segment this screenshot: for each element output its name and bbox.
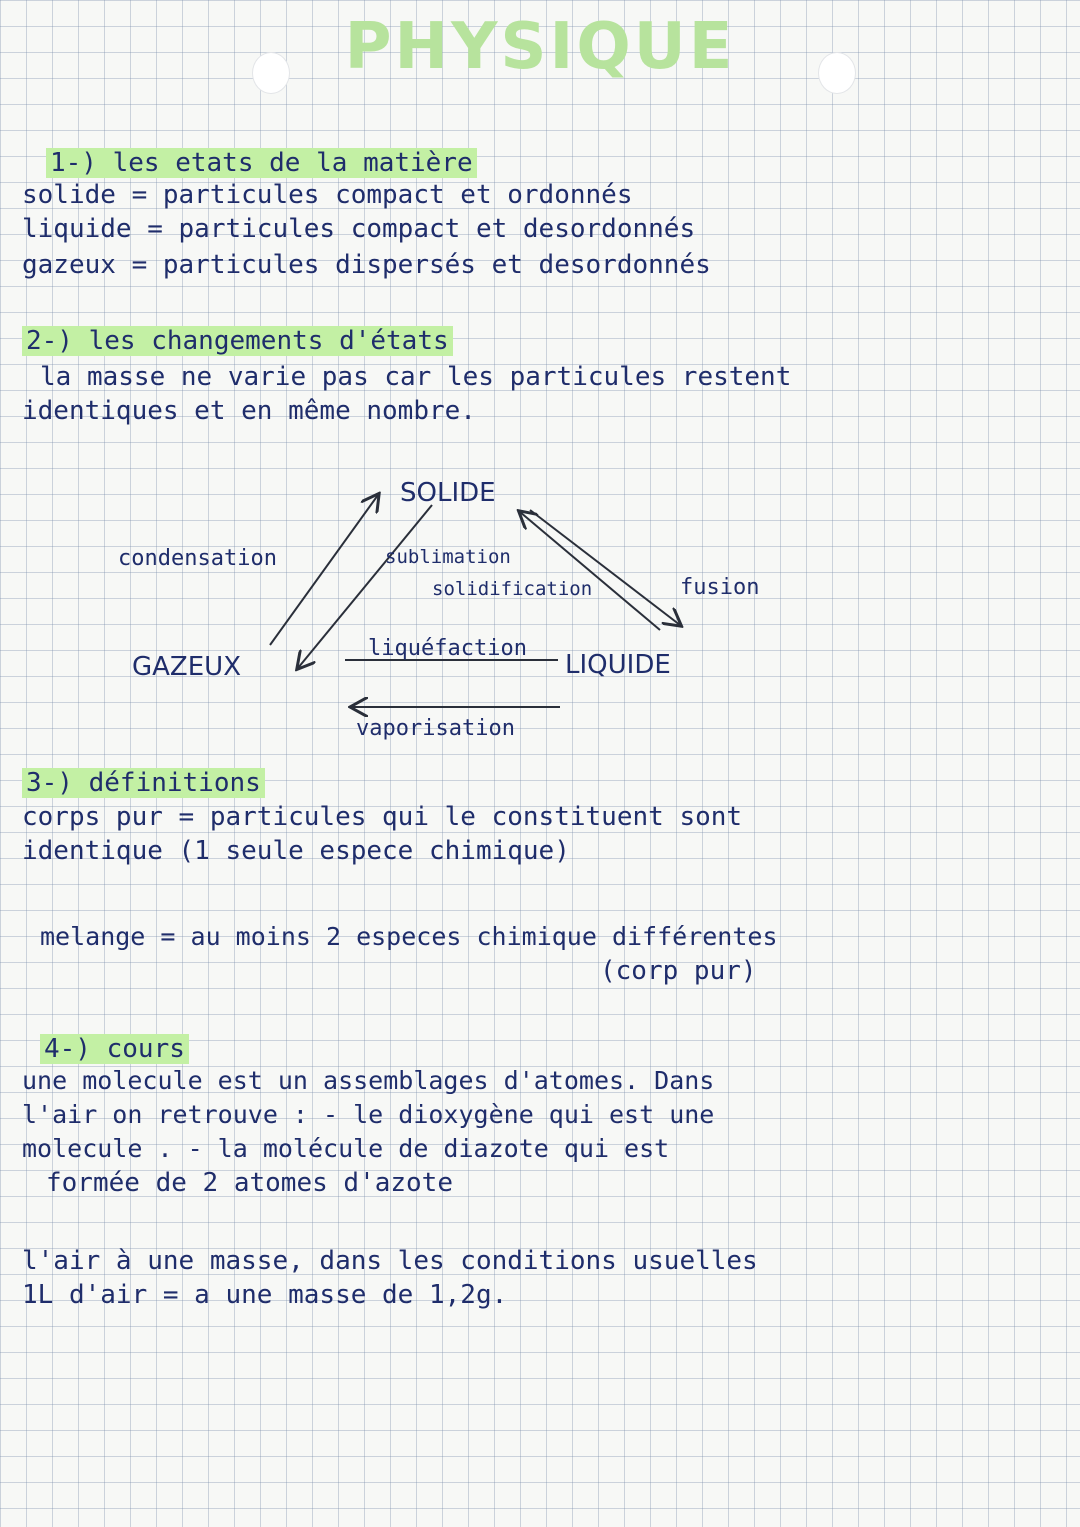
section2-line-1: la masse ne varie pas car les particules restent — [40, 362, 792, 392]
section4-line-5: l'air à une masse, dans les conditions usuelles — [22, 1246, 758, 1276]
section3-line-1: corps pur = particules qui le constituent sont — [22, 802, 743, 832]
diagram-sublimation: sublimation — [385, 546, 511, 568]
arrow-condensation — [270, 495, 378, 645]
page-title: PHYSIQUE — [344, 10, 736, 84]
section4-line-2: l'air on retrouve : - le dioxygène qui est une — [22, 1100, 715, 1129]
section1-heading: 1-) les etats de la matière — [46, 148, 477, 178]
section1-line-2: liquide = particules compact et desordonnés — [22, 214, 696, 244]
section4-line-4: formée de 2 atomes d'azote — [46, 1168, 453, 1198]
section3-line-2: identique (1 seule espece chimique) — [22, 836, 570, 866]
section1-line-3: gazeux = particules dispersés et desordonnés — [22, 250, 711, 280]
diagram-fusion: fusion — [680, 575, 760, 600]
section3-melange-note: (corp pur) — [600, 956, 757, 986]
section1-line-1: solide = particules compact et ordonnés — [22, 180, 633, 210]
diagram-liquefaction: liquéfaction — [368, 636, 527, 661]
diagram-solide: SOLIDE — [400, 478, 496, 508]
diagram-vaporisation: vaporisation — [356, 716, 515, 741]
arrow-solidification — [520, 512, 660, 630]
diagram-condensation: condensation — [118, 546, 277, 571]
section4-heading: 4-) cours — [40, 1034, 189, 1064]
section4-line-3: molecule . - la molécule de diazote qui est — [22, 1134, 670, 1163]
section4-line-6: 1L d'air = a une masse de 1,2g. — [22, 1280, 508, 1310]
arrow-fusion — [530, 510, 680, 625]
section3-melange: melange = au moins 2 especes chimique différentes — [40, 922, 778, 951]
section4-line-1: une molecule est un assemblages d'atomes. Dans — [22, 1066, 715, 1095]
section2-heading: 2-) les changements d'états — [22, 326, 453, 356]
diagram-solidification: solidification — [432, 578, 593, 600]
diagram-liquide: LIQUIDE — [565, 650, 671, 680]
section3-heading: 3-) définitions — [22, 768, 265, 798]
section2-line-2: identiques et en même nombre. — [22, 396, 476, 426]
diagram-gazeux: GAZEUX — [132, 652, 242, 682]
